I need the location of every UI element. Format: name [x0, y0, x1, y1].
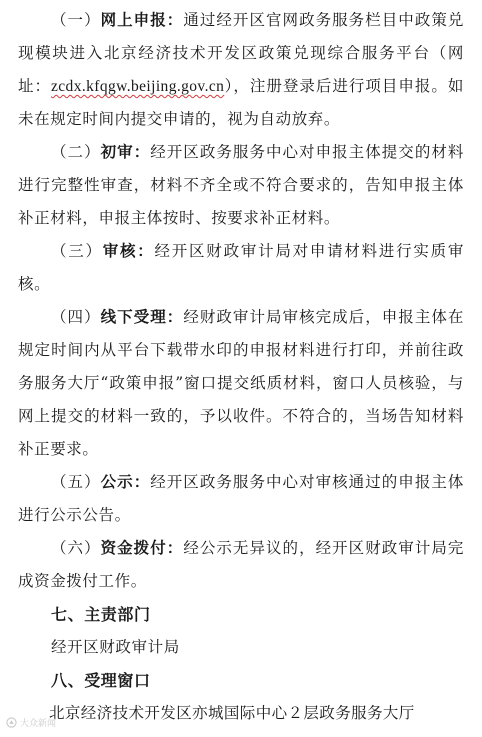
section-preliminary-review	[18, 136, 464, 235]
acceptance-window-address: 北京经济技术开发区亦城国际中心２层政务服务大厅	[49, 704, 415, 722]
section-text: 经财政审计局审核完成后，申报主体在规定时间内从平台下载带水印的申报材料进行打印，并前往政务服务大厅“政策申报”窗口提交纸质材料，窗口人员核验，与网上提交的材料一致的，予以收件。不符合的，当场告知材料补正要求。	[18, 308, 464, 458]
section-label: 资金拨付	[100, 539, 167, 557]
section-prefix: （三）	[51, 242, 103, 260]
section-text: 经开区政务服务中心对申报主体提交的材料进行完整性审查，材料不齐全或不符合要求的，告知申报主体补正材料，申报主体按时、按要求补正材料。	[18, 143, 464, 227]
section-offline-acceptance	[18, 301, 464, 466]
section-colon: ：	[166, 11, 184, 29]
section-label: 审核	[102, 242, 138, 260]
section-text: 经公示无异议的，经开区财政审计局完成资金拨付工作。	[18, 539, 464, 590]
watermark	[6, 716, 56, 729]
section-prefix: （一）	[51, 11, 101, 29]
section-text: 通过经开区官网政务服务栏目中政策兑现模块进入北京经济技术开发区政策兑现综合服务平台（网址：	[18, 11, 464, 95]
watermark-text: 大众新闻	[20, 719, 57, 729]
section-colon: ：	[133, 473, 151, 491]
section-prefix: （五）	[51, 473, 101, 491]
section-label: 公示	[100, 473, 134, 491]
section-public-notice	[18, 466, 464, 532]
section-text: ），注册登录后进行项目申报。如未在规定时间内提交申请的，视为自动放弃。	[18, 77, 464, 128]
section-label: 网上申报	[100, 11, 167, 29]
section-colon: ：	[133, 143, 151, 161]
section-text: 经开区财政审计局对申请材料进行实质审核。	[18, 242, 464, 293]
section-audit	[18, 235, 464, 301]
section-fund-disbursement	[18, 532, 464, 598]
section-colon: ：	[166, 308, 184, 326]
heading-acceptance-window: 八、受理窗口	[51, 671, 151, 690]
responsible-department: 经开区财政审计局	[51, 638, 180, 656]
section-colon: ：	[166, 539, 184, 557]
section-online-application	[18, 4, 464, 136]
section-label: 线下受理	[100, 308, 167, 326]
section-prefix: （六）	[51, 539, 101, 557]
section-prefix: （二）	[51, 143, 101, 161]
section-label: 初审	[100, 143, 134, 161]
section-text: 经开区政务服务中心对审核通过的申报主体进行公示公告。	[18, 473, 464, 524]
news-logo-icon	[6, 717, 17, 728]
platform-url[interactable]: zcdx.kfqgw.beijing.gov.cn	[51, 78, 225, 95]
section-prefix: （四）	[51, 308, 101, 326]
section-colon: ：	[137, 242, 155, 260]
heading-responsible-department: 七、主责部门	[51, 605, 151, 624]
